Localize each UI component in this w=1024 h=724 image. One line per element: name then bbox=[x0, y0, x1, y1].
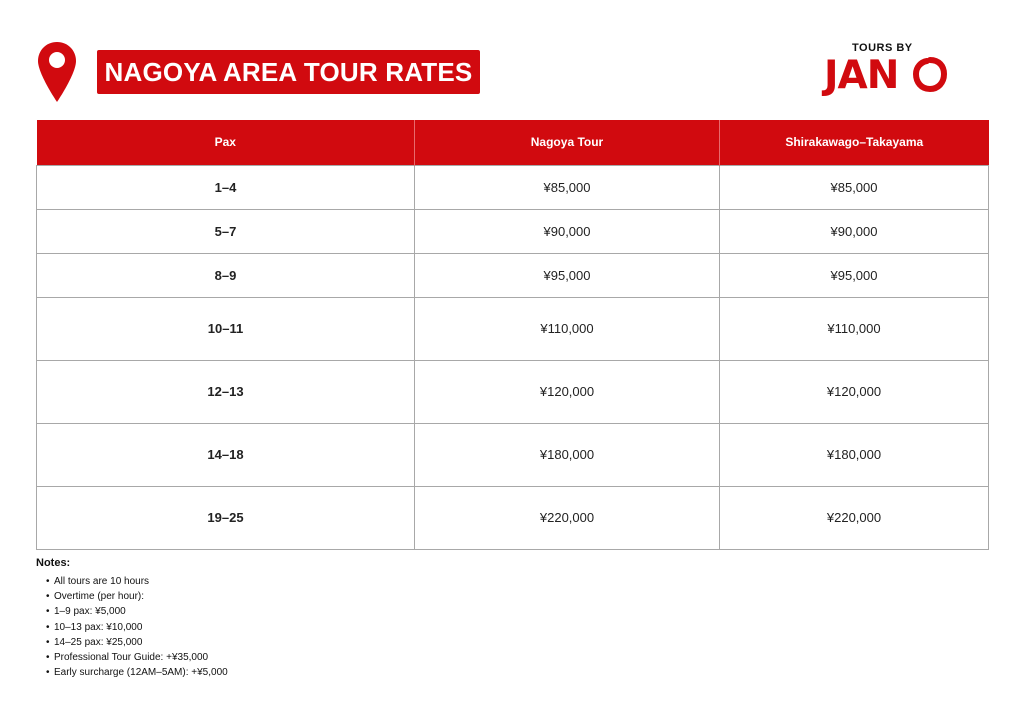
table-row bbox=[37, 165, 989, 209]
shirakawago-rate-cell: ¥180,000 bbox=[720, 423, 989, 486]
brand-logo bbox=[822, 42, 952, 98]
page-title: NAGOYA AREA TOUR RATES bbox=[104, 56, 473, 87]
enso-circle-icon bbox=[913, 56, 947, 92]
shirakawago-rate-cell: ¥120,000 bbox=[720, 360, 989, 423]
list-item: • 10–13 pax: ¥10,000 bbox=[46, 620, 228, 635]
table-row bbox=[37, 209, 989, 253]
tour-rates-table bbox=[36, 120, 989, 550]
table-row bbox=[37, 360, 989, 423]
logo-subtitle: TOURS BY bbox=[852, 42, 913, 54]
location-pin-icon bbox=[36, 40, 78, 104]
table-row bbox=[37, 423, 989, 486]
shirakawago-rate-cell: ¥95,000 bbox=[720, 253, 989, 297]
table-row bbox=[37, 253, 989, 297]
pax-cell: 8–9 bbox=[37, 253, 415, 297]
pax-cell: 12–13 bbox=[37, 360, 415, 423]
list-item: • 14–25 pax: ¥25,000 bbox=[46, 635, 228, 650]
nagoya-rate-cell: ¥110,000 bbox=[415, 297, 720, 360]
table-row bbox=[37, 297, 989, 360]
shirakawago-rate-cell: ¥110,000 bbox=[720, 297, 989, 360]
nagoya-rate-cell: ¥220,000 bbox=[415, 486, 720, 549]
pax-cell: 14–18 bbox=[37, 423, 415, 486]
table-header-row bbox=[37, 120, 989, 165]
pax-cell: 5–7 bbox=[37, 209, 415, 253]
shirakawago-rate-cell: ¥90,000 bbox=[720, 209, 989, 253]
nagoya-rate-cell: ¥95,000 bbox=[415, 253, 720, 297]
shirakawago-rate-cell: ¥220,000 bbox=[720, 486, 989, 549]
column-header-pax: Pax bbox=[37, 120, 415, 165]
nagoya-rate-cell: ¥180,000 bbox=[415, 423, 720, 486]
notes-section bbox=[36, 557, 228, 680]
list-item: • All tours are 10 hours bbox=[46, 574, 228, 589]
nagoya-rate-cell: ¥85,000 bbox=[415, 165, 720, 209]
nagoya-rate-cell: ¥90,000 bbox=[415, 209, 720, 253]
notes-list bbox=[36, 574, 228, 680]
column-header-shirakawago-takayama: Shirakawago–Takayama bbox=[720, 120, 989, 165]
notes-title: Notes: bbox=[36, 557, 71, 569]
nagoya-rate-cell: ¥120,000 bbox=[415, 360, 720, 423]
shirakawago-rate-cell: ¥85,000 bbox=[720, 165, 989, 209]
pax-cell: 10–11 bbox=[37, 297, 415, 360]
column-header-nagoya-tour: Nagoya Tour bbox=[415, 120, 720, 165]
list-item: • Early surcharge (12AM–5AM): +¥5,000 bbox=[46, 665, 228, 680]
list-item: • Professional Tour Guide: +¥35,000 bbox=[46, 650, 228, 665]
list-item: • Overtime (per hour): bbox=[46, 589, 228, 604]
logo-wordmark: JAN bbox=[824, 53, 899, 98]
list-item: • 1–9 pax: ¥5,000 bbox=[46, 604, 228, 619]
table-row bbox=[37, 486, 989, 549]
pax-cell: 19–25 bbox=[37, 486, 415, 549]
pax-cell: 1–4 bbox=[37, 165, 415, 209]
page-title-banner bbox=[97, 50, 480, 94]
